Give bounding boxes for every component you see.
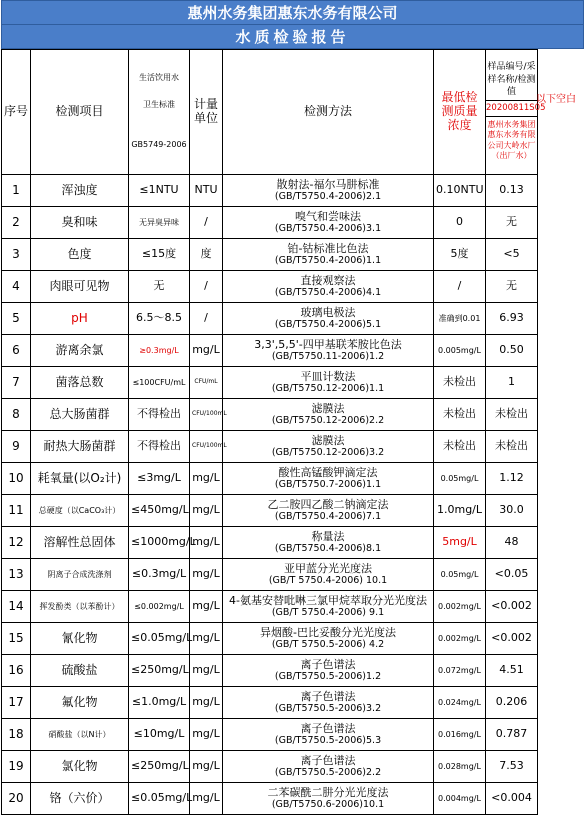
row-value: 7.53 [486,751,538,783]
row-standard: ≤0.05mg/L [129,783,190,815]
row-value: <0.002 [486,591,538,623]
row-item: 耐热大肠菌群 [31,431,129,463]
row-seq: 13 [2,559,31,591]
row-standard: ≤0.002mg/L [129,591,190,623]
row-seq: 9 [2,431,31,463]
row-item: 硫酸盐 [31,655,129,687]
row-value: 未检出 [486,399,538,431]
header-min-conc: 最低检测质量浓度 [434,50,486,175]
row-seq: 14 [2,591,31,623]
row-item: 总大肠菌群 [31,399,129,431]
row-standard: 不得检出 [129,399,190,431]
row-unit: mg/L [190,623,223,655]
table-row [2,751,585,783]
row-item: 耗氧量(以O₂计) [31,463,129,495]
row-standard: ≤250mg/L [129,751,190,783]
row-standard: ≤1.0mg/L [129,687,190,719]
row-standard: 无异臭异味 [129,207,190,239]
row-unit: / [190,271,223,303]
row-unit: mg/L [190,495,223,527]
report-title: 水质检验报告 [1,25,584,49]
row-item: 色度 [31,239,129,271]
row-min-conc: 未检出 [434,431,486,463]
row-min-conc: 0.004mg/L [434,783,486,815]
row-blank [538,751,585,783]
row-method: 玻璃电极法 (GB/T5750.4-2006)5.1 [223,303,434,335]
header-standard: 生活饮用水 卫生标准 GB5749-2006 [129,50,190,175]
row-unit: mg/L [190,591,223,623]
row-seq: 7 [2,367,31,399]
row-blank [538,335,585,367]
row-item: 浑浊度 [31,175,129,207]
row-min-conc: 0.10NTU [434,175,486,207]
row-min-conc: 准确到0.01 [434,303,486,335]
row-blank [538,527,585,559]
row-item: 菌落总数 [31,367,129,399]
table-row [2,687,585,719]
row-min-conc: 未检出 [434,399,486,431]
row-method: 散射法-福尔马肼标准 (GB/T5750.4-2006)2.1 [223,175,434,207]
row-seq: 12 [2,527,31,559]
row-value: <0.004 [486,783,538,815]
row-standard: ≤250mg/L [129,655,190,687]
row-standard: ≤0.3mg/L [129,559,190,591]
row-unit: mg/L [190,751,223,783]
row-min-conc: 0.05mg/L [434,463,486,495]
row-method: 滤膜法 (GB/T5750.12-2006)2.2 [223,399,434,431]
row-value: 无 [486,271,538,303]
row-unit: mg/L [190,687,223,719]
row-standard: ≤100CFU/mL [129,367,190,399]
row-blank [538,431,585,463]
row-value: 0.50 [486,335,538,367]
row-method: 酸性高锰酸钾滴定法 (GB/T5750.7-2006)1.1 [223,463,434,495]
table-row [2,207,585,239]
row-seq: 8 [2,399,31,431]
table-row [2,559,585,591]
row-min-conc: 5度 [434,239,486,271]
row-seq: 6 [2,335,31,367]
row-min-conc: 0 [434,207,486,239]
row-method: 离子色谱法 (GB/T5750.5-2006)3.2 [223,687,434,719]
row-item: 游离余氯 [31,335,129,367]
row-seq: 2 [2,207,31,239]
row-unit: mg/L [190,783,223,815]
row-item: 总硬度（以CaCO₃计） [31,495,129,527]
row-value: 0.13 [486,175,538,207]
row-seq: 11 [2,495,31,527]
table-row [2,463,585,495]
row-blank [538,783,585,815]
row-value: 1.12 [486,463,538,495]
row-seq: 19 [2,751,31,783]
row-seq: 10 [2,463,31,495]
row-standard: 6.5～8.5 [129,303,190,335]
sample-id: 20200811S05 [486,101,537,117]
sample-name: 惠州水务集团惠东水务有限公司大岭水厂（出厂水） [487,119,536,161]
row-min-conc: 1.0mg/L [434,495,486,527]
table-row [2,175,585,207]
row-standard: ≤10mg/L [129,719,190,751]
row-value: 48 [486,527,538,559]
row-standard: ≤450mg/L [129,495,190,527]
company-name: 惠州水务集团惠东水务有限公司 [1,0,584,25]
row-blank [538,175,585,207]
header-method: 检测方法 [223,50,434,175]
row-blank [538,591,585,623]
row-seq: 1 [2,175,31,207]
row-blank [538,719,585,751]
table-row [2,367,585,399]
row-standard: 不得检出 [129,431,190,463]
row-blank [538,367,585,399]
row-unit: mg/L [190,335,223,367]
row-blank [538,623,585,655]
row-item: 氟化物 [31,687,129,719]
row-method: 乙二胺四乙酸二钠滴定法 (GB/T5750.4-2006)7.1 [223,495,434,527]
row-method: 二苯碳酰二肼分光光度法 (GB/T5750.6-2006)10.1 [223,783,434,815]
table-row [2,719,585,751]
row-value: 1 [486,367,538,399]
table-row [2,271,585,303]
row-method: 4-氨基安替吡啉三氯甲烷萃取分光光度法 (GB/T 5750.4-2006) 9.1 [223,591,434,623]
row-standard: ≤1NTU [129,175,190,207]
row-item: 硝酸盐（以N计） [31,719,129,751]
row-standard: ≤3mg/L [129,463,190,495]
row-seq: 3 [2,239,31,271]
row-value: <0.002 [486,623,538,655]
table-row [2,495,585,527]
header-seq: 序号 [2,50,31,175]
row-blank [538,271,585,303]
table-row [2,303,585,335]
row-method: 3,3',5,5'-四甲基联苯胺比色法 (GB/T5750.11-2006)1.2 [223,335,434,367]
row-method: 离子色谱法 (GB/T5750.5-2006)1.2 [223,655,434,687]
row-min-conc: 0.016mg/L [434,719,486,751]
row-min-conc: 0.024mg/L [434,687,486,719]
row-unit: CFU/100mL [190,399,223,431]
row-blank [538,495,585,527]
row-method: 滤膜法 (GB/T5750.12-2006)3.2 [223,431,434,463]
row-method: 离子色谱法 (GB/T5750.5-2006)2.2 [223,751,434,783]
row-value: 30.0 [486,495,538,527]
blank-note: 以下空白 [536,94,576,105]
row-item: 氯化物 [31,751,129,783]
row-value: 4.51 [486,655,538,687]
row-blank [538,463,585,495]
row-method: 异烟酸-巴比妥酸分光光度法 (GB/T 5750.5-2006) 4.2 [223,623,434,655]
row-min-conc: 5mg/L [434,527,486,559]
row-value: <5 [486,239,538,271]
header-sample [486,50,546,175]
row-method: 平皿计数法 (GB/T5750.12-2006)1.1 [223,367,434,399]
row-unit: NTU [190,175,223,207]
table-row [2,655,585,687]
row-blank [538,303,585,335]
row-seq: 20 [2,783,31,815]
row-blank [538,207,585,239]
row-value: <0.05 [486,559,538,591]
row-value: 无 [486,207,538,239]
row-method: 称量法 (GB/T5750.4-2006)8.1 [223,527,434,559]
row-standard: ≤15度 [129,239,190,271]
table-row [2,623,585,655]
row-standard: 无 [129,271,190,303]
row-unit: 度 [190,239,223,271]
row-value: 0.206 [486,687,538,719]
row-method: 离子色谱法 (GB/T5750.5-2006)5.3 [223,719,434,751]
row-method: 直接观察法 (GB/T5750.4-2006)4.1 [223,271,434,303]
row-item: 挥发酚类（以苯酚计） [31,591,129,623]
row-blank [538,687,585,719]
header-unit: 计量单位 [190,50,223,175]
row-blank [538,239,585,271]
sample-label: 样品编号/采样名称/检测值 [486,59,537,100]
header-row [2,50,585,175]
row-method: 嗅气和尝味法 (GB/T5750.4-2006)3.1 [223,207,434,239]
row-blank [538,399,585,431]
table-row [2,431,585,463]
row-seq: 18 [2,719,31,751]
header-item: 检测项目 [31,50,129,175]
row-unit: CFU/mL [190,367,223,399]
row-min-conc: 0.002mg/L [434,591,486,623]
row-seq: 17 [2,687,31,719]
table-row [2,783,585,815]
row-min-conc: 未检出 [434,367,486,399]
table-row [2,335,585,367]
row-unit: mg/L [190,719,223,751]
row-min-conc: / [434,271,486,303]
row-value: 未检出 [486,431,538,463]
row-min-conc: 0.028mg/L [434,751,486,783]
row-item: 铬（六价） [31,783,129,815]
row-standard: ≤0.05mg/L [129,623,190,655]
row-standard: ≤1000mg/L [129,527,190,559]
row-min-conc: 0.005mg/L [434,335,486,367]
row-unit: mg/L [190,655,223,687]
table-row [2,527,585,559]
row-unit: / [190,207,223,239]
row-unit: / [190,303,223,335]
row-method: 亚甲蓝分光光度法 (GB/T 5750.4-2006) 10.1 [223,559,434,591]
table-row [2,591,585,623]
row-unit: CFU/100mL [190,431,223,463]
row-unit: mg/L [190,527,223,559]
row-blank [538,559,585,591]
row-item: pH [31,303,129,335]
row-item: 肉眼可见物 [31,271,129,303]
report [1,0,584,815]
row-item: 氰化物 [31,623,129,655]
row-seq: 16 [2,655,31,687]
results-table [1,49,585,815]
row-seq: 5 [2,303,31,335]
row-min-conc: 0.05mg/L [434,559,486,591]
row-method: 铂-钴标准比色法 (GB/T5750.4-2006)1.1 [223,239,434,271]
row-seq: 4 [2,271,31,303]
row-item: 溶解性总固体 [31,527,129,559]
row-blank [538,655,585,687]
row-min-conc: 0.072mg/L [434,655,486,687]
row-unit: mg/L [190,559,223,591]
table-row [2,399,585,431]
row-unit: mg/L [190,463,223,495]
row-value: 6.93 [486,303,538,335]
row-standard: ≥0.3mg/L [129,335,190,367]
row-item: 阴离子合成洗涤剂 [31,559,129,591]
row-item: 臭和味 [31,207,129,239]
table-row [2,239,585,271]
row-seq: 15 [2,623,31,655]
row-min-conc: 0.002mg/L [434,623,486,655]
row-value: 0.787 [486,719,538,751]
